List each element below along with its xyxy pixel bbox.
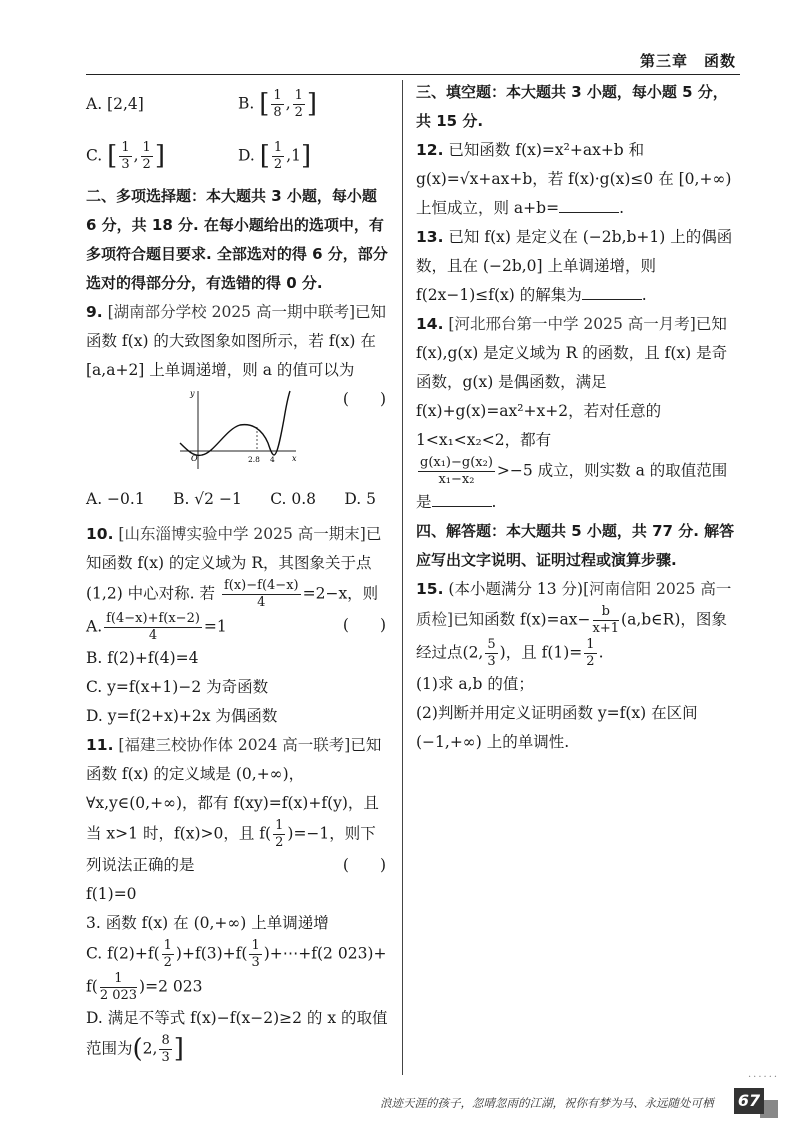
q9-option-b: B. √2 −1: [173, 490, 242, 508]
q9-option-d: D. 5: [344, 490, 376, 508]
q14-frac: [418, 455, 495, 488]
den: x+1: [592, 621, 620, 636]
tick-label-2-8: 2.8: [248, 455, 260, 464]
num: 1: [273, 87, 282, 103]
pt-post: )，且 f(1)=: [499, 643, 583, 662]
q14-source: [河北邢台第一中学 2025 高一月考]: [448, 315, 696, 333]
q15-part1: (1)求 a,b 的值；: [416, 675, 534, 693]
function-curve: [180, 391, 290, 455]
answer-blank: [582, 285, 642, 300]
q8-d-b: 1: [291, 146, 301, 164]
den: 2: [142, 156, 151, 172]
answer-blank: [432, 492, 492, 507]
q15: [416, 575, 742, 670]
frac: [272, 140, 284, 173]
q14: [416, 310, 742, 517]
t5: =2 023: [145, 977, 203, 996]
q11-answer-paren: ( ): [342, 856, 386, 874]
end: .: [619, 199, 625, 217]
den: 2: [273, 156, 283, 172]
frac: [273, 818, 285, 851]
num: b: [593, 604, 620, 621]
end: .: [598, 643, 604, 662]
prefix: A.: [86, 617, 103, 636]
q12-number: 12.: [416, 141, 444, 159]
frac: [271, 88, 283, 121]
q8-d-prefix: D.: [238, 146, 255, 164]
num: 1: [251, 938, 260, 953]
q15-number: 15.: [416, 580, 444, 598]
q15-source: [河南信阳 2025 高一质检]: [416, 580, 732, 629]
q9-stem: [86, 298, 390, 408]
frac: [119, 140, 131, 173]
den: 4: [148, 628, 158, 643]
q9-options: [86, 485, 376, 514]
q9-answer-paren: ( ): [342, 390, 386, 408]
den: 3: [487, 654, 496, 669]
suffix: =1: [203, 617, 227, 636]
x-axis-label: x: [292, 454, 297, 463]
num: 8: [161, 1033, 170, 1048]
section-4-heading: 四、解答题：本大题共 5 小题，共 77 分. 解答应写出文字说明、证明过程或演算步骤.: [416, 522, 735, 569]
q10-frac: [222, 578, 301, 611]
q14-text: 已知 f(x),g(x) 是定义域为 R 的函数，且 f(x) 是奇函数，g(x) 是偶函数，满足 f(x)+g(x)=ax²+x+2，若对任意的 1<x₁<x₂<2，都有: [416, 315, 728, 449]
num: f(x)−f(4−x): [223, 578, 299, 593]
num: 1: [586, 637, 595, 652]
q8-c-prefix: C.: [86, 146, 103, 164]
paren: (: [265, 824, 272, 843]
q8-option-a: A. [2,4]: [86, 94, 144, 113]
den: 2: [275, 835, 284, 850]
num: 1: [294, 87, 303, 103]
q15-text2: (a,b∈R)，图象经过点: [416, 610, 727, 662]
column-divider: [402, 80, 403, 1075]
pt-pre: (2,: [462, 643, 484, 662]
bracket: ]: [154, 140, 165, 171]
q10-text: 已知函数 f(x) 的定义域为 R，其图象关于点 (1,2) 中心对称. 若: [86, 525, 382, 603]
q11-option-a: f(1)=0: [86, 885, 137, 903]
t1: D. 满足不等式 f(x)−f(x−2)≥2 的 x 的取值: [86, 1009, 388, 1027]
left-column: [86, 78, 390, 1066]
frac: [584, 637, 596, 670]
den: 2: [294, 104, 303, 120]
function-graph: [178, 389, 300, 471]
q10-option-b: B. f(2)+f(4)=4: [86, 649, 199, 667]
bracket: [: [107, 140, 118, 171]
q10-source: [山东淄博实验中学 2025 高一期末]: [118, 525, 366, 543]
q8-options-row2: [86, 130, 390, 182]
q11-text: 已知函数 f(x) 的定义域是 (0,+∞)，∀x,y∈(0,+∞)，都有 f(xy)=f(x)+f(y)，且当 x>1 时，f(x)>0，且 f: [86, 736, 382, 843]
bracket: ]: [301, 140, 312, 171]
q9-option-c: C. 0.8: [270, 490, 317, 508]
q14-number: 14.: [416, 315, 444, 333]
section-2-heading: 二、多项选择题：本大题共 3 小题，每小题 6 分，共 18 分. 在每小题给出的选项中，有多项符合题目要求. 全部选对的得 6 分，部分选对的得部分分，有选错的得 0 分.: [86, 187, 388, 292]
q12-text: 已知函数 f(x)=x²+ax+b 和 g(x)=√x+ax+b，若 f(x)·g(x)≤0 在 [0,+∞) 上恒成立，则 a+b=: [416, 141, 732, 217]
chapter-header: 第三章 函数: [639, 52, 736, 70]
q13-text: 已知 f(x) 是定义在 (−2b,b+1) 上的偶函数，且在 (−2b,0] 上单调递增，则 f(2x−1)≤f(x) 的解集为: [416, 228, 733, 304]
answer-blank: [559, 198, 619, 213]
frac: [293, 88, 305, 121]
pre: 2,: [142, 1039, 158, 1058]
q9-source: [湖南部分学校 2025 高一期中联考]: [107, 303, 356, 321]
frac: [141, 140, 153, 173]
bracket: (: [132, 1034, 143, 1064]
footer-motto: 浪迹天涯的孩子，忽晴忽雨的江湖，祝你有梦为马、永远随处可栖: [380, 1096, 714, 1110]
den: 2 023: [99, 988, 138, 1003]
header-rule: [86, 74, 740, 75]
end: .: [491, 493, 497, 511]
num: 1: [142, 139, 151, 155]
q9-option-a: A. −0.1: [86, 490, 145, 508]
num: 5: [487, 637, 496, 652]
origin-label: O: [191, 454, 198, 463]
q11-source: [福建三校协作体 2024 高一联考]: [118, 736, 351, 754]
right-column: [416, 78, 742, 757]
t4: f: [86, 977, 92, 996]
den: 3: [251, 955, 260, 970]
num: g(x₁)−g(x₂): [420, 455, 493, 470]
bracket: [: [259, 88, 270, 119]
q10-answer-paren: ( ): [342, 616, 386, 634]
q9-text: 已知函数 f(x) 的大致图象如图所示，若 f(x) 在 [a,a+2] 上单调递增，则 a 的值可以为: [86, 303, 387, 379]
page-number: 67: [734, 1088, 764, 1114]
num: 1: [275, 818, 284, 833]
q8-option-c: C. [ $\frac{1}{3}$ , $\frac{1}{2}$ ]: [86, 139, 165, 172]
q15-text1: 已知函数 f(x)=ax−: [453, 610, 591, 629]
frac: [249, 938, 261, 971]
bracket: ]: [173, 1034, 184, 1064]
q8-options-row1: [86, 78, 390, 130]
q13-number: 13.: [416, 228, 444, 246]
t2: 范围为: [86, 1039, 133, 1058]
t2: +f(3)+f: [181, 944, 242, 963]
frac: [593, 604, 620, 637]
q10-number: 10.: [86, 525, 114, 543]
den: 3: [121, 156, 130, 172]
num: 1: [273, 139, 283, 155]
den: x₁−x₂: [438, 472, 475, 487]
den: 8: [273, 104, 282, 120]
q8-b-prefix: B.: [238, 94, 255, 112]
q11-option-c: C. f(2)+f( $\frac{1}{2}$ )+f(3)+f( $\frac{1}{3}$ )+⋯+f(2 023)+ f( $\frac{1}{2 023}$ )=2 023: [86, 938, 387, 1003]
den: 2: [586, 654, 595, 669]
num: f(4−x)+f(x−2): [106, 611, 200, 626]
num: 1: [121, 139, 130, 155]
num: 1: [163, 938, 172, 953]
bracket: [: [259, 140, 270, 171]
q9-number: 9.: [86, 303, 103, 321]
q10-option-c: C. y=f(x+1)−2 为奇函数: [86, 678, 269, 696]
t3: +⋯+f(2 023)+: [269, 944, 387, 963]
q10-option-d: D. y=f(2+x)+2x 为偶函数: [86, 707, 278, 725]
y-axis-label: y: [190, 389, 195, 398]
q11-text-after: =−1，则下列说法正确的是: [86, 824, 376, 874]
den: 4: [257, 595, 266, 610]
q11-number: 11.: [86, 736, 114, 754]
frac: [159, 1033, 171, 1066]
q10-text-after: =2−x，则: [302, 584, 379, 603]
frac: [104, 611, 202, 644]
q8-option-d: D. [ $\frac{1}{2}$ ,1]: [238, 139, 312, 172]
q11-option-d: [86, 1004, 390, 1066]
den: 3: [161, 1050, 170, 1065]
decorative-dots: ······: [748, 1072, 780, 1083]
q8-option-b: B. [ $\frac{1}{8}$ , $\frac{1}{2}$ ]: [238, 87, 318, 120]
q11-option-b: 3. 函数 f(x) 在 (0,+∞) 上单调递增: [86, 914, 329, 932]
q14-text-after: >−5 成立，则实数 a 的取值范围是: [416, 461, 728, 511]
q11-stem: [86, 731, 390, 880]
frac: [485, 637, 497, 670]
end: .: [641, 286, 647, 304]
paren: ): [287, 824, 294, 843]
tick-label-4: 4: [270, 455, 275, 464]
t1: C. f(2)+f: [86, 944, 154, 963]
frac: [100, 971, 137, 1004]
q13: [416, 223, 742, 310]
frac: [162, 938, 174, 971]
den: 2: [163, 955, 172, 970]
num: 1: [100, 971, 137, 988]
q12: [416, 136, 742, 223]
q15-score: (本小题满分 13 分): [448, 580, 584, 598]
section-3-heading: 三、填空题：本大题共 3 小题，每小题 5 分，共 15 分.: [416, 83, 728, 130]
bracket: ]: [306, 88, 318, 119]
q15-part2: (2)判断并用定义证明函数 y=f(x) 在区间 (−1,+∞) 上的单调性.: [416, 704, 698, 751]
